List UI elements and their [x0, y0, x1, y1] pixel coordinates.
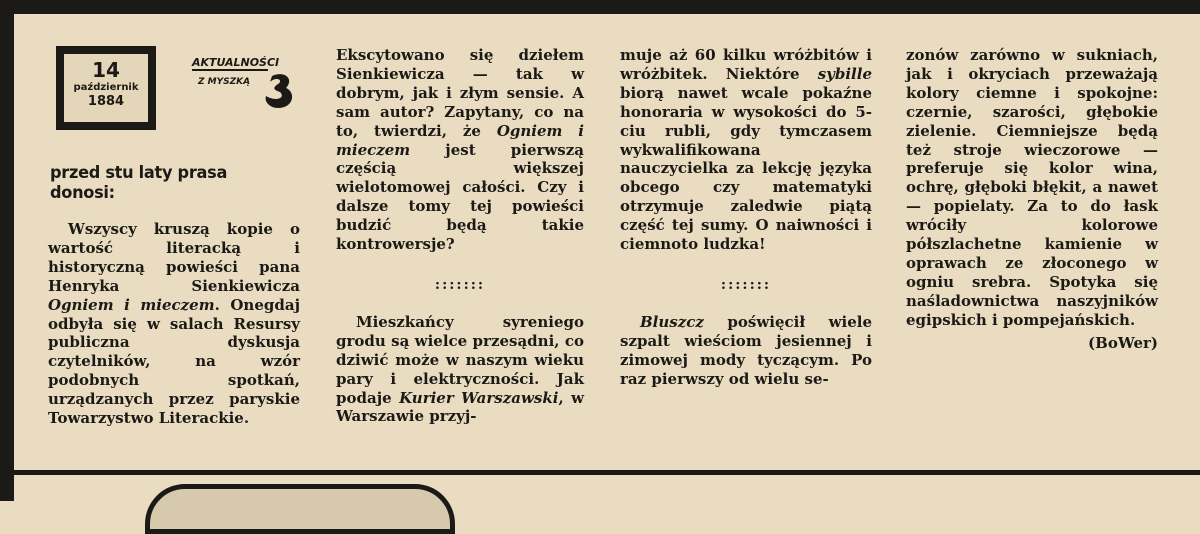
date-day: 14	[92, 58, 120, 82]
mouse-icon	[266, 74, 293, 108]
bottom-rule	[0, 470, 1200, 475]
col2-italic1: Ogniem i mieczem	[336, 121, 584, 159]
col2-italic2: Kurier Warszawski	[399, 388, 559, 407]
col2-text2: jest pierwszą częścią większej wielotomowej całości. Czy i dalsze tomy tej powieści budzić będą takie kontrowersje?	[336, 140, 584, 254]
col2-text4: , w Warszawie przyj-	[336, 388, 584, 426]
col2-separator: :::::::	[434, 276, 486, 293]
column-4	[906, 46, 1158, 353]
top-rule	[0, 0, 1200, 14]
col2-paragraph1	[336, 46, 584, 254]
photo-frame-edge	[145, 484, 455, 534]
col3-paragraph2	[620, 313, 872, 389]
col2-paragraph2	[336, 313, 584, 426]
col2-text1: Ekscytowano się dziełem Sienkiewicza — tak w dobrym, jak i złym sensie. A sam autor? Zapytany, co na to, twierdzi, że	[336, 46, 584, 140]
col1-paragraph	[48, 220, 300, 428]
column-2	[336, 46, 584, 426]
col1-text: Wszyscy kruszą kopie o wartość literacką i historyczną powieści pana Henryka Sienkiewicza	[48, 220, 300, 295]
aktualnosci-logo	[190, 50, 300, 112]
col3-paragraph1	[620, 46, 872, 254]
logo-line1: AKTUALNOŚCI	[192, 56, 280, 69]
date-month: październik	[73, 82, 139, 93]
date-box-inner	[64, 54, 148, 122]
col3-text3: poświęcił wiele szpalt wieściom jesiennej i zimowej mody tyczącym. Po raz pierwszy od wielu se-	[620, 312, 872, 388]
col1-italic: Ogniem i mieczem	[48, 295, 215, 314]
signature: (BoWer)	[1088, 333, 1158, 352]
date-year: 1884	[87, 94, 125, 109]
col1-text2: . Onegdaj odbyła się w salach Resursy publiczna dyskusja czytelników, na wzór podobnych spotkań, urządzanych przez paryskie Towarzystwo Literackie.	[48, 295, 300, 428]
col3-italic1: sybille	[817, 64, 872, 83]
column-3	[620, 46, 872, 389]
section-heading: przed stu laty prasa donosi:	[50, 163, 228, 203]
date-box	[56, 46, 156, 130]
col2-text3: Mieszkańcy syreniego grodu są wielce przesądni, co dziwić może w naszym wieku pary i elektryczności. Jak podaje	[336, 312, 584, 407]
col3-text1: muje aż 60 kilku wróżbitów i wróżbitek. Niektóre	[620, 46, 872, 83]
logo-line2: Z MYSZKĄ	[198, 77, 251, 87]
col3-italic2: Bluszcz	[640, 312, 704, 331]
left-rule	[0, 0, 14, 501]
column-1	[48, 220, 300, 428]
col4-paragraph: zonów zarówno w sukniach, jak i okryciach przeważają kolory ciemne i spokojne: czernie, szarości, głębokie zielenie. Ciemniejsze będą też stroje wieczorowe — preferuje się kolor wina, ochrę, głęboki błękit, a nawet — popielaty. Za to do łask wróciły kolorowe półszlachetne kamienie w oprawach ze złoconego w ogniu srebra. Spotyka się naśladownictwa naszyjników egipskich i pompejańskich.	[906, 46, 1158, 329]
col3-text2: biorą nawet wcale pokaźne honoraria w wysokości do 5-ciu rubli, gdy tymczasem wykwalifikowana nauczycielka za lekcję języka obcego czy matematyki otrzymuje zaledwie piątą część tej sumy. O naiwności i ciemnoto ludzka!	[620, 83, 872, 254]
col3-separator: :::::::	[720, 276, 772, 293]
